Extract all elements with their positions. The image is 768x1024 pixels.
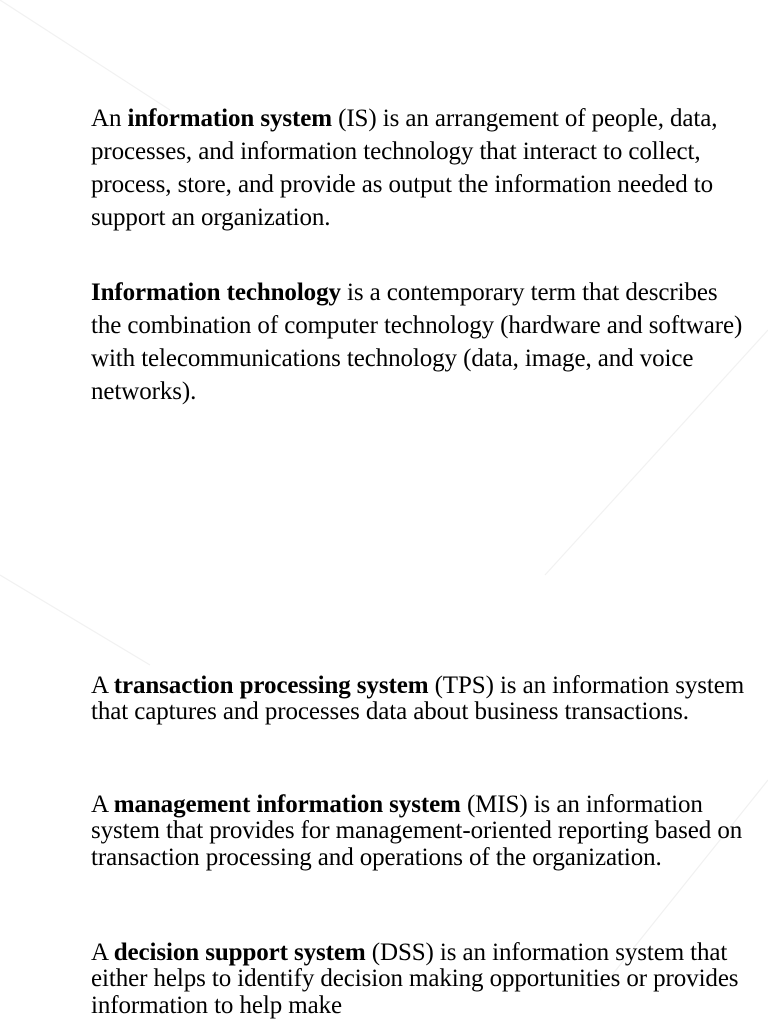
definition-term: transaction processing system xyxy=(113,672,429,699)
definition-information-system xyxy=(91,102,751,234)
definition-management-information-system xyxy=(91,792,756,871)
definition-prefix: An xyxy=(91,105,128,132)
definition-term: Information technology xyxy=(91,279,341,306)
definition-term: information system xyxy=(127,105,332,132)
definition-text: (TPS) is an information system that captures and processes data about business transactions. xyxy=(91,672,745,726)
definition-text: (MIS) is an information system that provides for management-oriented reporting based on transaction processing and operations of the organization. xyxy=(91,791,743,871)
definition-information-technology xyxy=(91,276,751,408)
definition-text: (DSS) is an information system that either helps to identify decision making opportunities or provides information to help make xyxy=(91,939,739,1019)
definition-text: (IS) is an arrangement of people, data, processes, and information technology that interact to collect, process, store, and provide as output the information needed to support an organization. xyxy=(91,105,718,231)
definition-term: management information system xyxy=(113,791,461,818)
definition-prefix: A xyxy=(91,672,114,699)
definition-text: is a contemporary term that describes the combination of computer technology (hardware and software) with telecommunications technology (data, image, and voice networks). xyxy=(91,279,743,405)
watermark-line xyxy=(0,0,170,110)
definition-prefix: A xyxy=(91,791,114,818)
definition-decision-support-system xyxy=(91,940,756,1019)
definition-prefix: A xyxy=(91,939,114,966)
watermark-line xyxy=(0,575,150,665)
definition-transaction-processing-system xyxy=(91,673,756,726)
definition-term: decision support system xyxy=(113,939,366,966)
